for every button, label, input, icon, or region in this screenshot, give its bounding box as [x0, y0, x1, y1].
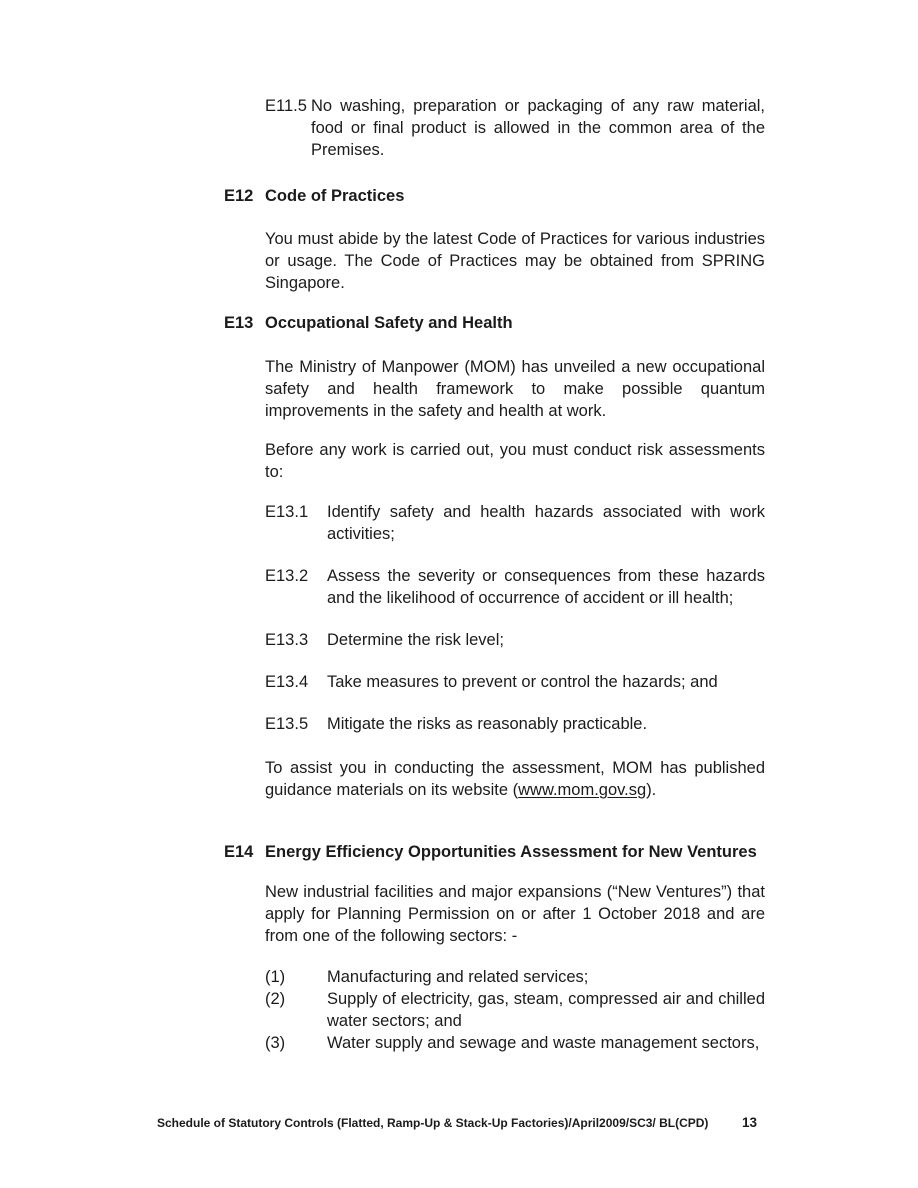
clause-text: Determine the risk level;	[327, 631, 504, 649]
section-body	[265, 185, 765, 312]
clause-number: E13.4	[265, 673, 309, 691]
section-e13	[224, 312, 765, 841]
clause-number: E13.3	[265, 631, 309, 649]
clause-e13-4	[265, 671, 765, 693]
section-title: Code of Practices	[265, 187, 405, 205]
clause-text: No washing, preparation or packaging of any raw material, food or final product is allowed in the common area of the Premises.	[311, 97, 765, 159]
clause-text: Take measures to prevent or control the hazards; and	[327, 673, 718, 691]
mom-website-link[interactable]: www.mom.gov.sg	[518, 781, 647, 799]
list-item-3	[265, 1032, 765, 1054]
list-number: (2)	[265, 990, 286, 1008]
paragraph: You must abide by the latest Code of Practices for various industries or usage. The Code of Practices may be obtained from SPRING Singapore.	[265, 230, 765, 292]
list-text: Manufacturing and related services;	[327, 968, 589, 986]
section-title: Energy Efficiency Opportunities Assessment for New Ventures	[265, 843, 757, 861]
closing-text-before: To assist you in conducting the assessment, MOM has published guidance materials on its website (	[265, 759, 765, 799]
section-body	[265, 312, 765, 841]
section-e12	[224, 185, 765, 312]
clause-number: E13.2	[265, 567, 309, 585]
document-page	[224, 95, 765, 1054]
page-footer	[157, 1115, 757, 1131]
section-number: E14	[224, 843, 254, 861]
clause-text: Assess the severity or consequences from these hazards and the likelihood of occurrence of accident or ill health;	[327, 567, 765, 607]
closing-text-after: ).	[646, 781, 657, 799]
clause-number: E13.1	[265, 503, 309, 521]
clause-e13-5	[265, 713, 765, 735]
list-number: (1)	[265, 968, 286, 986]
list-text: Supply of electricity, gas, steam, compressed air and chilled water sectors; and	[327, 990, 765, 1030]
paragraph: The Ministry of Manpower (MOM) has unveiled a new occupational safety and health framework to make possible quantum improvements in the safety and health at work.	[265, 358, 765, 420]
list-item-2	[265, 988, 765, 1032]
footer-document-reference: Schedule of Statutory Controls (Flatted, Ramp-Up & Stack-Up Factories)/April2009/SC3/ BL(CPD)	[157, 1116, 709, 1130]
section-body	[265, 841, 765, 1054]
clause-text: Mitigate the risks as reasonably practicable.	[327, 715, 648, 733]
clause-number: E11.5	[265, 97, 307, 115]
clause-e13-3	[265, 629, 765, 651]
list-number: (3)	[265, 1034, 286, 1052]
section-title: Occupational Safety and Health	[265, 314, 513, 332]
paragraph: Before any work is carried out, you must conduct risk assessments to:	[265, 441, 765, 481]
page-number: 13	[741, 1115, 757, 1130]
list-item-1	[265, 966, 765, 988]
paragraph	[265, 757, 765, 801]
clause-e11-5	[265, 95, 765, 161]
clause-number: E13.5	[265, 715, 309, 733]
section-number: E13	[224, 314, 254, 332]
list-text: Water supply and sewage and waste management sectors,	[327, 1034, 760, 1052]
clause-e13-1	[265, 501, 765, 545]
section-number: E12	[224, 187, 254, 205]
clause-text: Identify safety and health hazards associated with work activities;	[327, 503, 765, 543]
clause-e13-2	[265, 565, 765, 609]
paragraph: New industrial facilities and major expansions (“New Ventures”) that apply for Planning Permission on or after 1 October 2018 and are from one of the following sectors: -	[265, 883, 765, 945]
section-e14	[224, 841, 765, 1054]
